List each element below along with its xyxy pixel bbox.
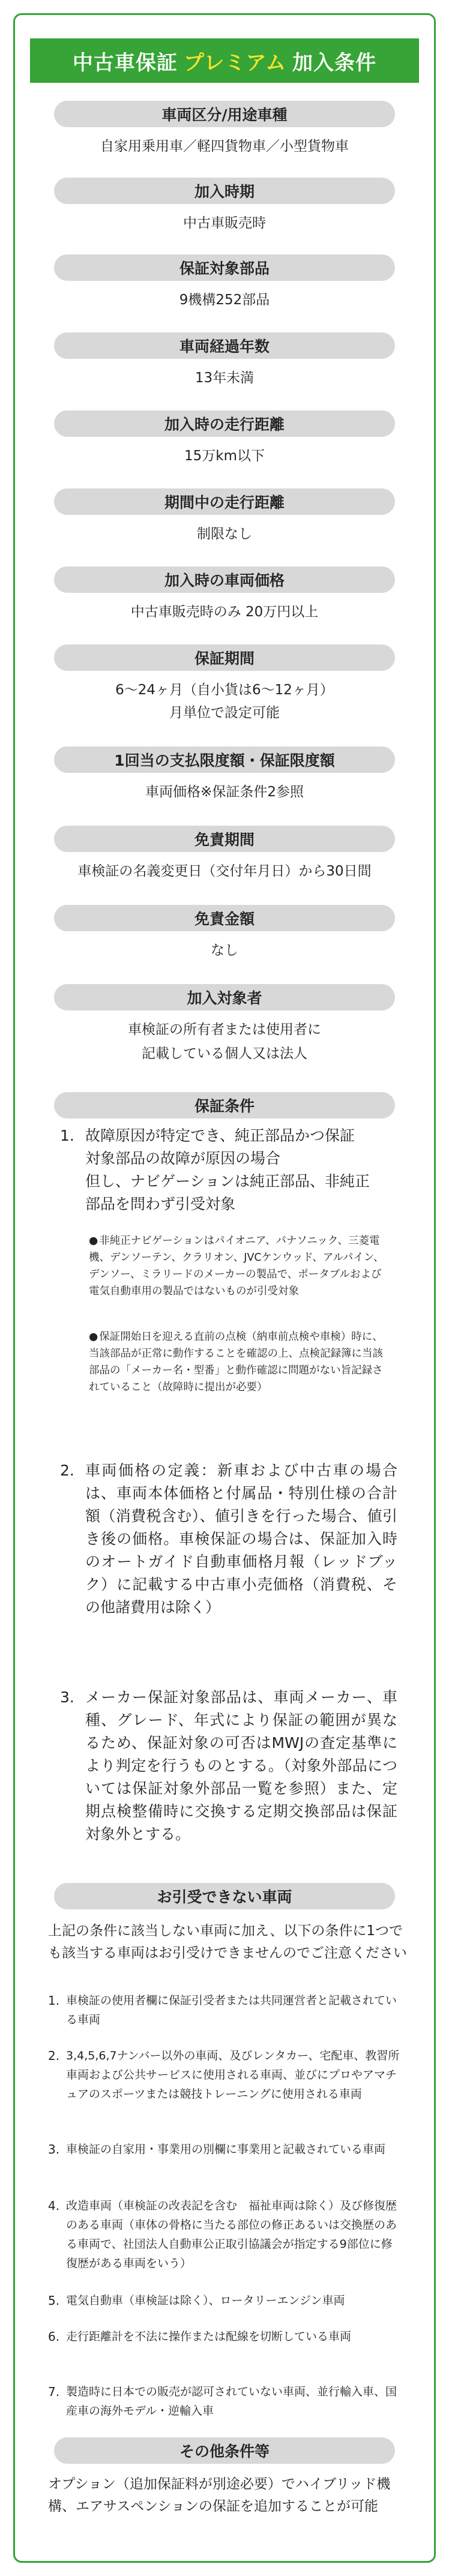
excluded-number: 4. [48,2199,60,2213]
bullet-dot-icon: ● [89,1235,98,1247]
excluded-text: 改造車両（車検証の改表記を含む 福祉車両は除く）及び修復歴のある車両（車体の骨格に当たる部位の修正あるいは交換歴のある車両で、社団法人自動車公正取引協議会が指定する9部位に修復歴がある車両をいう） [66,2199,397,2270]
section-heading-enroll-timing: 加入時期 [54,178,395,204]
condition-text: 車両価格の定義：新車および中古車の場合は、車両本体価格と付属品・特別仕様の合計額（消費税含む）、値引きを行った場合、値引き後の価格。車検保証の場合は、保証加入時のオートガイド自動車価格月報（レッドブック）に記載する中古車小売価格（消費税、その他諸費用は除く） [85,1462,397,1616]
excluded-number: 6. [48,2329,60,2344]
section-value-enroll-timing: 中古車販売時 [183,215,266,231]
section-value-mileage-during: 制限なし [197,526,252,542]
other-text: オプション（追加保証料が別途必要）でハイブリッド機構、エアサスペンションの保証を追加することが可能 [48,2476,391,2514]
condition-number: 1. [60,1127,74,1144]
section-heading-warranty-period: 保証期間 [54,644,395,671]
section-heading-vehicle-price: 加入時の車両価格 [54,566,395,593]
section-heading-mileage-at-enroll: 加入時の走行距離 [54,410,395,437]
bullet-dot-icon: ● [89,1331,98,1343]
section-value-covered-parts: 9機構252部品 [179,292,270,308]
condition-line: 故障原因が特定でき、純正部品かつ保証 [85,1127,355,1144]
section-heading-payment-limit: 1回当の支払限度額・保証限度額 [54,746,395,773]
condition-line: 対象部品の故障が原因の場合 [85,1150,281,1167]
section-value-deductible: なし [211,943,238,958]
section-heading-conditions: 保証条件 [54,1092,395,1118]
section-value-mileage-at-enroll: 15万km以下 [184,448,265,464]
excluded-text: 製造時に日本での販売が認可されていない車両、並行輸入車、国産車の海外モデル・逆輸入車 [66,2385,397,2418]
title-accent: プレミアム [183,50,287,75]
section-value-vehicle-price: 中古車販売時のみ 20万円以上 [130,604,319,620]
page-title [30,38,419,83]
excluded-number: 7. [48,2385,60,2399]
section-heading-deductible: 免責金額 [54,905,395,931]
section-heading-mileage-during: 期間中の走行距離 [54,488,395,515]
section-value-eligible-person-line1: 車検証の所有者または使用者に [128,1022,321,1037]
section-value-payment-limit: 車両価格※保証条件2参照 [145,784,304,800]
condition-bullet [89,1232,389,1300]
section-value-exemption-period: 車検証の名義変更日（交付年月日）から30日間 [77,863,372,879]
excluded-intro: 上記の条件に該当しない車両に加え、以下の条件に1つでも該当する車両はお引受けできませんのでご注意ください [48,1923,407,1961]
section-value-vehicle-age: 13年未満 [194,370,255,386]
condition-text: メーカー保証対象部品は、車両メーカー、車種、グレード、年式により保証の範囲が異なるため、保証対象の可否はMWJの査定基準により判定を行うものとする。（対象外部品については保証対象外部品一覧を参照）また、定期点検整備時に交換する定期交換部品は保証対象外とする。 [85,1689,397,1843]
condition-bullet [89,1329,389,1396]
title-prefix: 中古車保証 [72,50,178,75]
excluded-text: 車検証の自家用・事業用の別欄に事業用と記載されている車両 [66,2143,386,2156]
excluded-text: 走行距離計を不法に操作または配線を切断している車両 [66,2330,352,2343]
section-heading-excluded: お引受できない車両 [54,1883,395,1909]
section-heading-covered-parts: 保証対象部品 [54,254,395,281]
section-value-vehicle-type: 自家用乗用車／軽四貨物車／小型貨物車 [100,139,349,154]
condition-number: 3. [60,1689,74,1706]
section-heading-other: その他条件等 [54,2437,395,2464]
excluded-number: 3. [48,2142,60,2157]
condition-line: 部品を問わず引受対象 [85,1195,236,1213]
excluded-text: 電気自動車（車検証は除く）、ロータリーエンジン車両 [66,2294,345,2307]
condition-number: 2. [60,1462,74,1479]
condition-bullet-text: 非純正ナビゲーションはパイオニア、パナソニック、三菱電機、デンソーテン、クラリオン、JVCケンウッド、アルパイン、デンソー、ミラリードのメーカーの製品で、ポータブルおよび電気自動車用の製品ではないものが引受対象 [89,1235,384,1297]
section-value-warranty-period-line2: 月単位で設定可能 [169,705,280,721]
excluded-number: 5. [48,2293,60,2308]
condition-bullet-text: 保証開始日を迎える直前の点検（納車前点検や車検）時に、当該部品が正常に動作することを確認の上、点検記録簿に当該部品の「メーカー名・型番」と動作確認に問題がない旨記録されていること（故障時に提出が必要） [89,1331,383,1393]
section-value-warranty-period-line1: 6～24ヶ月（自小貨は6～12ヶ月） [115,682,334,698]
section-heading-eligible-person: 加入対象者 [54,984,395,1010]
excluded-text: 車検証の使用者欄に保証引受者または共同運営者と記載されている車両 [66,1994,397,2026]
section-heading-exemption-period: 免責期間 [54,826,395,852]
condition-text [85,1124,409,1216]
title-suffix: 加入条件 [292,50,377,75]
section-heading-vehicle-age: 車両経過年数 [54,332,395,359]
section-heading-vehicle-type: 車両区分/用途車種 [54,101,395,127]
excluded-number: 2. [48,2049,60,2063]
condition-line: 但し、ナビゲーションは純正部品、非純正 [85,1172,370,1190]
section-value-eligible-person-line2: 記載している個人又は法人 [142,1046,307,1061]
excluded-number: 1. [48,1993,60,2008]
excluded-text: 3,4,5,6,7ナンバー以外の車両、及びレンタカー、宅配車、教習所車両および公共サービスに使用される車両、並びにプロやアマチュアのスポーツまたは競技トレーニングに使用される車両 [66,2049,400,2101]
